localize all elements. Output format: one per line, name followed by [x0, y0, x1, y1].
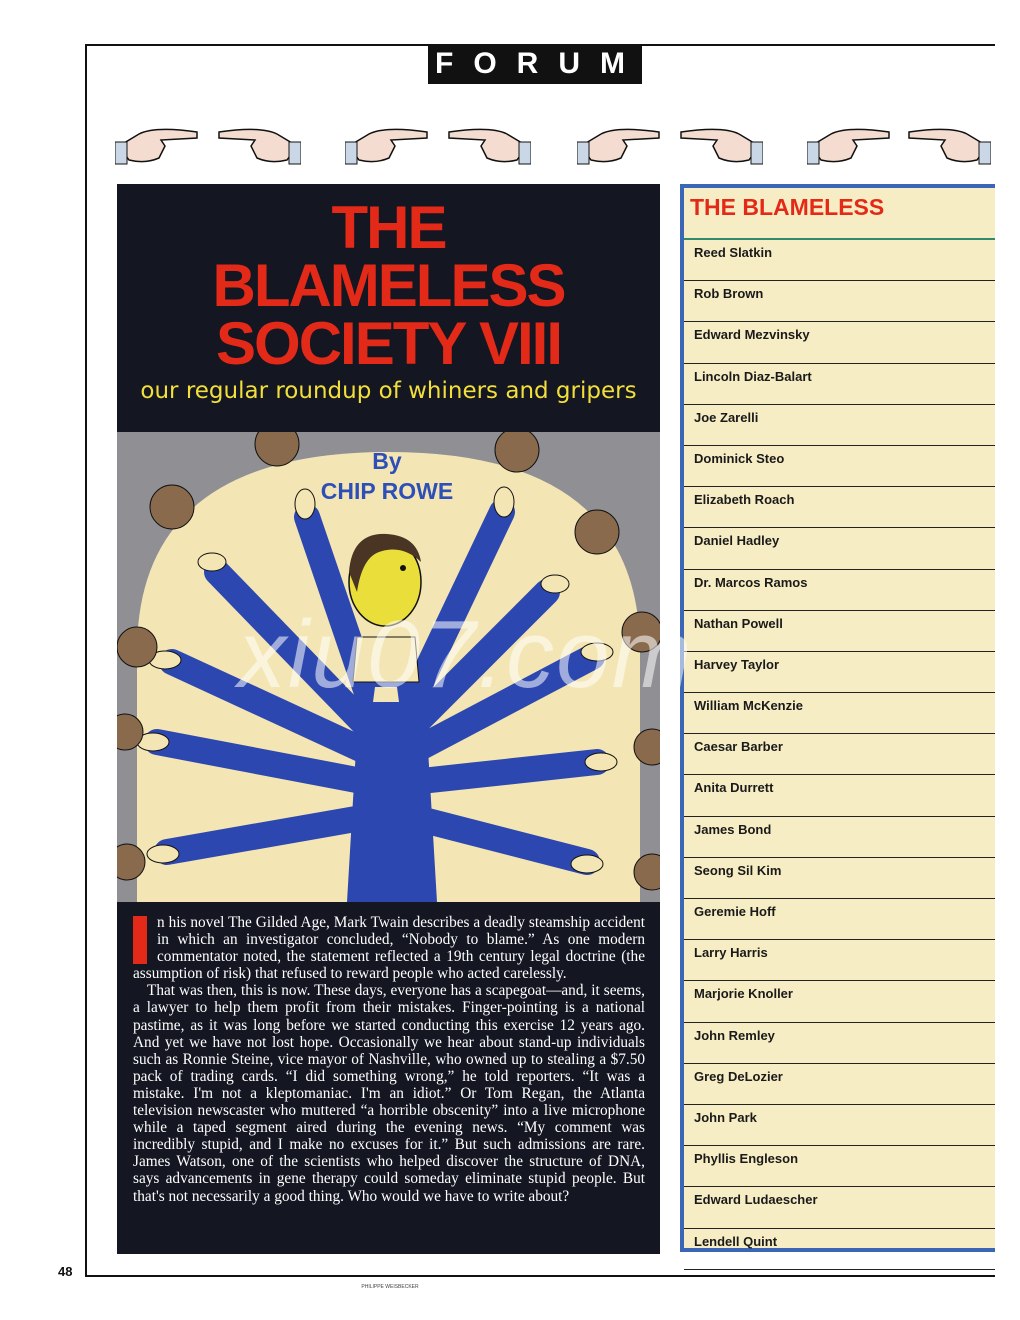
- list-item: Nathan Powell: [684, 611, 995, 652]
- page-number: 48: [58, 1264, 73, 1279]
- feature-article: [117, 184, 660, 1254]
- watermark: xiu07.com: [238, 601, 694, 708]
- pointing-hand-right-icon: [577, 112, 663, 168]
- list-title: THE BLAMELESS: [690, 194, 885, 220]
- list-item: Geremie Hoff: [684, 899, 995, 940]
- list-item: Lendell Quint: [684, 1229, 995, 1270]
- list-item: Joe Zarelli: [684, 405, 995, 446]
- illustration-credit: PHILIPPE WEISBECKER: [361, 1284, 419, 1290]
- article-body: [133, 914, 645, 1205]
- list-item: William McKenzie: [684, 693, 995, 734]
- frame-bottom-rule: [85, 1275, 995, 1277]
- article-subtitle: our regular roundup of whiners and gripers: [140, 378, 637, 404]
- byline-author: CHIP ROWE: [320, 478, 454, 504]
- pointing-hands-row: [115, 112, 995, 172]
- list-item: Rob Brown: [684, 281, 995, 322]
- list-item: Lincoln Diaz-Balart: [684, 364, 995, 405]
- pointing-hand-right-icon: [115, 112, 201, 168]
- list-item: Anita Durrett: [684, 775, 995, 816]
- list-item: John Park: [684, 1105, 995, 1146]
- drop-cap-bar: [133, 916, 147, 964]
- title-block: [117, 184, 660, 432]
- title-line-3: SOCIETY VIII: [216, 310, 561, 377]
- list-item: Harvey Taylor: [684, 652, 995, 693]
- byline: [307, 446, 467, 506]
- pointing-hand-right-icon: [345, 112, 431, 168]
- list-item: Elizabeth Roach: [684, 487, 995, 528]
- pointing-hand-left-icon: [905, 112, 991, 168]
- section-banner: FORUM: [428, 44, 642, 84]
- pointing-hand-left-icon: [677, 112, 763, 168]
- list-item: Caesar Barber: [684, 734, 995, 775]
- list-item: Seong Sil Kim: [684, 858, 995, 899]
- list-item: Edward Ludaescher: [684, 1187, 995, 1228]
- names-list: [684, 240, 995, 1270]
- list-item: Dominick Steo: [684, 446, 995, 487]
- blameless-list-panel: [680, 184, 995, 1252]
- title-line-2: BLAMELESS: [212, 252, 565, 319]
- list-item: Dr. Marcos Ramos: [684, 570, 995, 611]
- list-item: Reed Slatkin: [684, 240, 995, 281]
- list-item: Larry Harris: [684, 940, 995, 981]
- article-paragraph-2: That was then, this is now. These days, everyone has a scapegoat—and, it seems, a lawyer to help them profit from their mistakes. Finger-pointing is a national pastime, as it was long before we started conducting this exercise 12 years ago. And yet we have not lost hope. Occasionally we hear about stand-up individuals such as Ronnie Steine, vice mayor of Nashville, who owned up to stealing a $7.50 pack of trading cards. “I did something wrong,” he told reporters. “It was a mistake. I'm not a kleptomaniac. I'm an idiot.” Or Tom Regan, the Atlanta television newscaster who muttered “a horrible obscenity” into a live microphone while a taped segment aired during the evening news. “My comment was incredibly stupid, and I make no excuses for it.” But such admissions are rare. James Watson, one of the scientists who helped discover the structure of DNA, says advancements in gene therapy could someday eliminate stupid people. But that's not necessarily a good thing. Who would we have to write about?: [133, 982, 645, 1205]
- pointing-hand-right-icon: [807, 112, 893, 168]
- pointing-hand-left-icon: [215, 112, 301, 168]
- title-line-1: THE: [331, 194, 446, 261]
- frame-left-rule: [85, 44, 87, 1277]
- article-paragraph-1: n his novel The Gilded Age, Mark Twain describes a deadly steamship accident in which an investigator concluded, “Nobody to blame.” As one modern commentator noted, the statement reflected a 19th century legal doctrine (the assumption of risk) that refused to reward people who acted carelessly.: [133, 914, 645, 983]
- list-item: Edward Mezvinsky: [684, 322, 995, 363]
- list-item: John Remley: [684, 1023, 995, 1064]
- pointing-hand-left-icon: [445, 112, 531, 168]
- list-item: Marjorie Knoller: [684, 981, 995, 1022]
- list-item: Daniel Hadley: [684, 528, 995, 569]
- list-item: James Bond: [684, 817, 995, 858]
- list-item: Phyllis Engleson: [684, 1146, 995, 1187]
- byline-by: By: [372, 448, 402, 474]
- list-item: Greg DeLozier: [684, 1064, 995, 1105]
